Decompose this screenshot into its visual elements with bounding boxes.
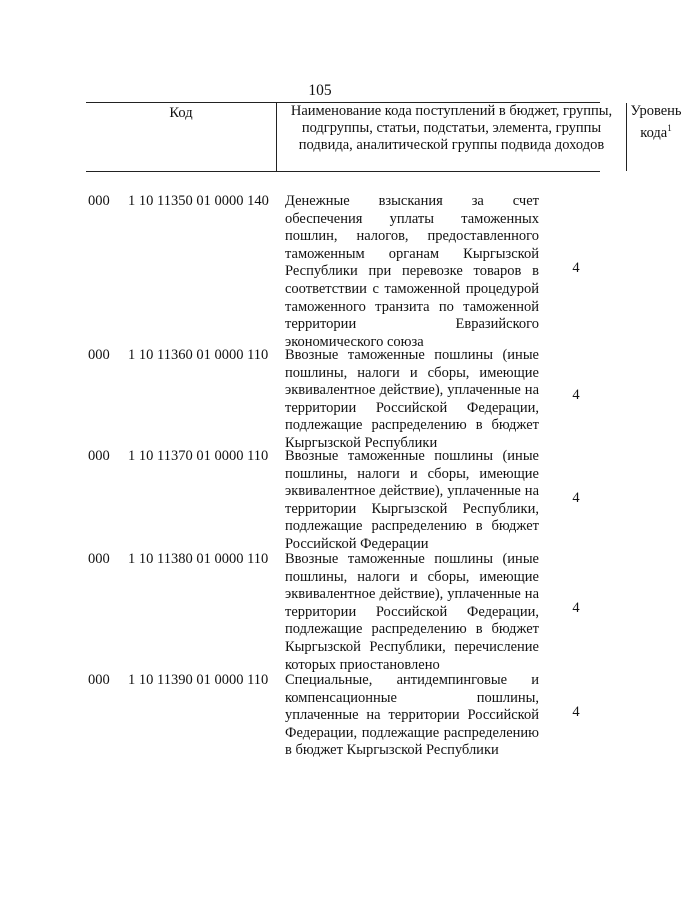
row-description: Специальные, антидемпинговые и компенсационные пошлины, уплаченные на территории Российской Федерации, подлежащие распределению в бюджет Кыргызской Республики — [285, 672, 539, 759]
page-number: 105 — [308, 82, 332, 99]
row-level: 4 — [572, 490, 580, 506]
table-header — [86, 102, 682, 172]
row-prefix: 000 — [88, 672, 110, 688]
row-code: 1 10 11390 01 0000 110 — [128, 672, 269, 688]
row-description: Ввозные таможенные пошлины (иные пошлины, налоги и сборы, имеющие эквивалентное действие), уплаченные на территории Российской Федерации, подлежащие распределению в бюджет Кыргызской Республики — [285, 347, 539, 451]
row-code: 1 10 11370 01 0000 110 — [128, 448, 269, 464]
header-code: Код — [169, 105, 193, 121]
header-level-footnote: 1 — [667, 123, 672, 133]
row-description: Ввозные таможенные пошлины (иные пошлины, налоги и сборы, имеющие эквивалентное действие), уплаченные на территории Российской Федерации, подлежащие распределению в бюджет Кыргызской Республики, перечисление которых приостановлено — [285, 551, 539, 673]
row-level: 4 — [572, 704, 580, 720]
row-prefix: 000 — [88, 347, 110, 363]
row-code: 1 10 11360 01 0000 110 — [128, 347, 269, 363]
header-level — [626, 103, 686, 171]
header-level-label: Уровень кода — [630, 103, 682, 141]
row-code: 1 10 11350 01 0000 140 — [128, 193, 269, 209]
row-description: Денежные взыскания за счет обеспечения уплаты таможенных пошлин, налогов, предоставленного таможенным органам Кыргызской Республики при перевозке товаров в соответствии с таможенной процедурой таможенного транзита по таможенной территории Евразийского экономического союза — [285, 193, 539, 350]
header-name: Наименование кода поступлений в бюджет, группы, подгруппы, статьи, подстатьи, элемента, группы подвида, аналитической группы подвида доходов — [276, 103, 627, 171]
row-description: Ввозные таможенные пошлины (иные пошлины, налоги и сборы, имеющие эквивалентное действие), уплаченные на территории Кыргызской Республики, подлежащие распределению в бюджет Российской Федерации — [285, 448, 539, 552]
row-code: 1 10 11380 01 0000 110 — [128, 551, 269, 567]
row-prefix: 000 — [88, 193, 110, 209]
row-prefix: 000 — [88, 551, 110, 567]
row-prefix: 000 — [88, 448, 110, 464]
row-level: 4 — [572, 600, 580, 616]
row-level: 4 — [572, 260, 580, 276]
row-level: 4 — [572, 387, 580, 403]
